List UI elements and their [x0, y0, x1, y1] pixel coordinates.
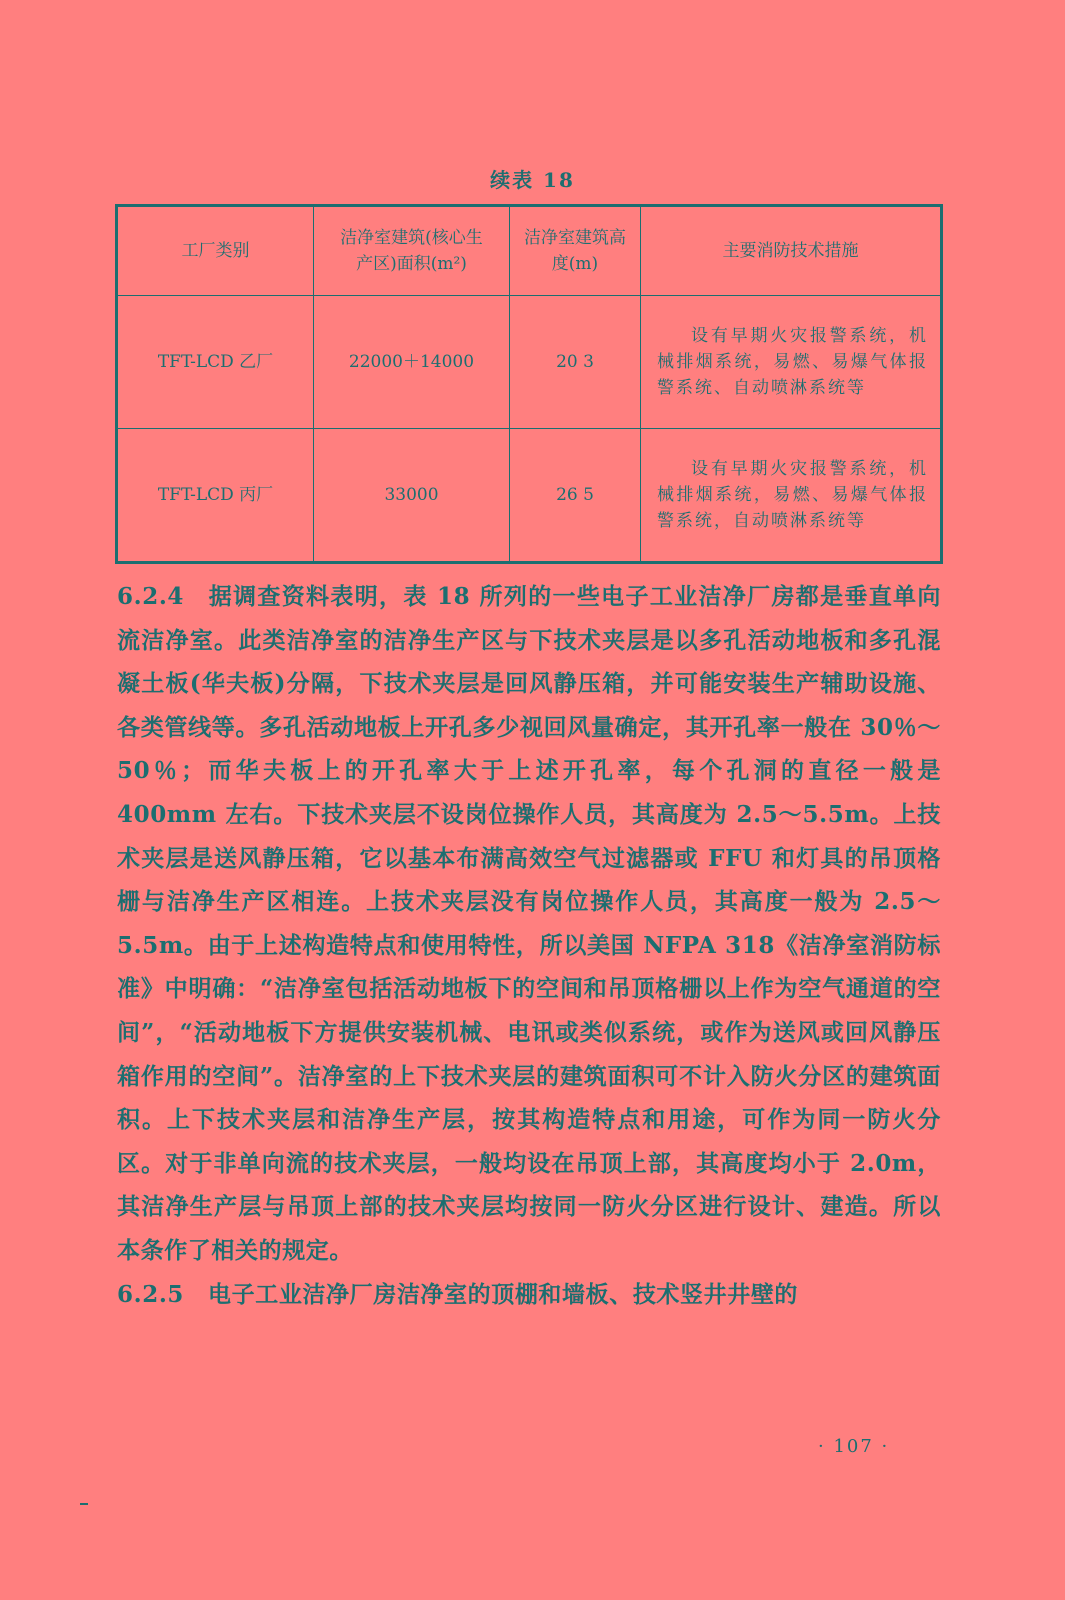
header-area: 洁净室建筑(核心生产区)面积(m²) — [314, 206, 510, 296]
cell-area: 33000 — [314, 429, 510, 563]
clause-number: 6.2.4 — [117, 583, 185, 610]
header-fire-measures: 主要消防技术措施 — [641, 206, 942, 296]
clause-text: 据调查资料表明，表 18 所列的一些电子工业洁净厂房都是垂直单向流洁净室。此类洁净室的洁净生产区与下技术夹层是以多孔活动地板和多孔混凝土板(华夫板)分隔，下技术夹层是回风静压箱，并可能安装生产辅助设施、各类管线等。多孔活动地板上开孔多少视回风量确定，其开孔率一般在 30％～50％；而华夫板上的开孔率大于上述开孔率，每个孔洞的直径一般是 400mm 左右。下技术夹层不设岗位操作人员，其高度为 2.5～5.5m。上技术夹层是送风静压箱，它以基本布满高效空气过滤器或 FFU 和灯具的吊顶格栅与洁净生产区相连。上技术夹层没有岗位操作人员，其高度一般为 2.5～5.5m。由于上述构造特点和使用特性，所以美国 NFPA 318《洁净室消防标准》中明确：“洁净室包括活动地板下的空间和吊顶格栅以上作为空气通道的空间”，“活动地板下方提供安装机械、电讯或类似系统，或作为送风或回风静压箱作用的空间”。洁净室的上下技术夹层的建筑面积可不计入防火分区的建筑面积。上下技术夹层和洁净生产层，按其构造特点和用途，可作为同一防火分区。对于非单向流的技术夹层，一般均设在吊顶上部，其高度均小于 2.0m，其洁净生产层与吊顶上部的技术夹层均按同一防火分区进行设计、建造。所以本条作了相关的规定。 — [117, 583, 941, 1264]
table-header-row — [117, 206, 942, 296]
cell-factory: TFT-LCD 丙厂 — [117, 429, 314, 563]
cell-fire-measures — [641, 429, 942, 563]
header-factory-type: 工厂类别 — [117, 206, 314, 296]
clause-paragraph — [117, 1273, 941, 1317]
table-caption: 续表 18 — [490, 168, 575, 192]
table-row — [117, 429, 942, 563]
cell-height: 20 3 — [510, 296, 641, 429]
header-height: 洁净室建筑高度(m) — [510, 206, 641, 296]
cell-fire-measures-text: 设有早期火灾报警系统，机械排烟系统，易燃、易爆气体报警系统、自动喷淋系统等 — [657, 326, 928, 398]
table-row — [117, 296, 942, 429]
scan-mark — [80, 1503, 88, 1505]
cell-height: 26 5 — [510, 429, 641, 563]
clause-text: 电子工业洁净厂房洁净室的顶棚和墙板、技术竖井井壁的 — [208, 1280, 799, 1308]
body-text — [117, 575, 941, 1316]
cell-fire-measures-text: 设有早期火灾报警系统，机械排烟系统，易燃、易爆气体报警系统，自动喷淋系统等 — [657, 459, 928, 531]
clause-number: 6.2.5 — [117, 1280, 185, 1308]
page-number: · 107 · — [818, 1436, 890, 1457]
clause-paragraph — [117, 575, 941, 1273]
data-table — [115, 204, 943, 564]
cell-area: 22000＋14000 — [314, 296, 510, 429]
cell-factory: TFT-LCD 乙厂 — [117, 296, 314, 429]
cell-fire-measures — [641, 296, 942, 429]
